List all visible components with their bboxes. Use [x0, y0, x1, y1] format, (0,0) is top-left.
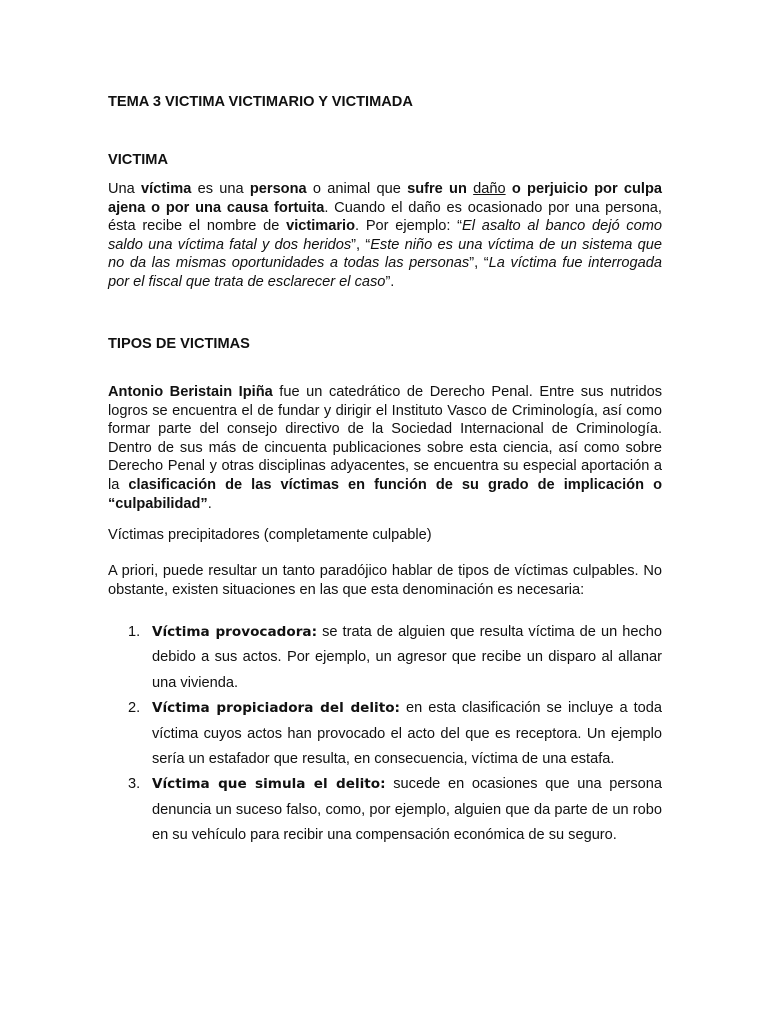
- text-segment: fue un catedrático de Derecho Penal. Entre sus nutridos logros se encuentra el de fundar y dirigir el Instituto Vasco de Criminología, así como formar parte del consejo directivo de la Sociedad Internacional de Criminología. Dentro de sus más de cincuenta publicaciones sobre esta ciencia, así como sobre Derecho Penal y otras disciplinas adyacentes, se encuentra su especial aportación a la: [108, 384, 662, 493]
- list-item: [108, 696, 662, 772]
- list-item: [108, 620, 662, 696]
- paragraph-a-priori: A priori, puede resultar un tanto paradójico hablar de tipos de víctimas culpables. No obstante, existen situaciones en las que esta denominación es necesaria:: [108, 563, 662, 598]
- list-item-text: se trata de alguien que resulta víctima de un hecho debido a sus actos. Por ejemplo, un agresor que recibe un disparo al allanar una vivienda.: [152, 624, 662, 691]
- list-item-title: Víctima propiciadora del delito:: [152, 700, 400, 717]
- text-segment: daño: [473, 181, 506, 197]
- text-segment: víctima: [141, 181, 192, 197]
- victim-types-list: [108, 620, 662, 849]
- text-segment: Este niño es una víctima de un sistema que no da las mismas oportunidades a todas las personas: [108, 236, 662, 272]
- text-segment: ”.: [385, 273, 395, 290]
- text-segment: sufre un: [407, 181, 467, 197]
- list-item-title: Víctima que simula el delito:: [152, 776, 386, 793]
- text-segment: o perjuicio por culpa ajena o por una causa fortuita: [108, 181, 663, 216]
- text-segment: o animal que: [306, 181, 408, 197]
- section-heading-victima: VICTIMA: [108, 152, 168, 168]
- list-item-number: 2.: [128, 700, 141, 717]
- text-segment: ”, “: [469, 255, 489, 272]
- document-title: TEMA 3 VICTIMA VICTIMARIO Y VICTIMADA: [108, 94, 413, 110]
- text-segment: El asalto al banco dejó como saldo una víctima fatal y dos heridos: [108, 218, 662, 253]
- text-segment: La víctima fue interrogada por el fiscal que trata de esclarecer el caso: [108, 255, 662, 290]
- list-item-number: 3.: [128, 776, 141, 793]
- text-segment: ”, “: [351, 236, 371, 253]
- list-item-text: en esta clasificación se incluye a toda víctima cuyos actos han provocado el acto del que es receptora. Un ejemplo sería un estafador que resulta, en consecuencia, víctima de una estafa.: [152, 700, 662, 768]
- list-item: [108, 772, 662, 848]
- text-segment: .: [207, 495, 212, 512]
- paragraph-victima-definition: [108, 180, 662, 292]
- text-segment: Antonio Beristain Ipiña: [108, 384, 273, 400]
- text-segment: persona: [249, 181, 307, 197]
- subheading-victimas-precipitadores: Víctimas precipitadores (completamente culpable): [108, 527, 432, 543]
- section-heading-tipos: TIPOS DE VICTIMAS: [108, 336, 250, 352]
- list-item-title: Víctima provocadora:: [152, 624, 318, 640]
- text-segment: clasificación de las víctimas en función de su grado de implicación o “culpabilidad”: [108, 476, 662, 512]
- text-segment: . Por ejemplo: “: [355, 218, 463, 235]
- list-item-number: 1.: [128, 624, 141, 640]
- text-segment: . Cuando el daño es ocasionado por una persona, ésta recibe el nombre de: [108, 199, 662, 235]
- list-item-text: sucede en ocasiones que una persona denuncia un suceso falso, como, por ejemplo, alguien que da parte de un robo en su vehículo para recibir una compensación económica de su seguro.: [152, 776, 662, 844]
- paragraph-beristain: [108, 383, 662, 513]
- text-segment: Una: [108, 181, 142, 197]
- text-segment: victimario: [286, 218, 356, 235]
- text-segment: es una: [191, 181, 250, 197]
